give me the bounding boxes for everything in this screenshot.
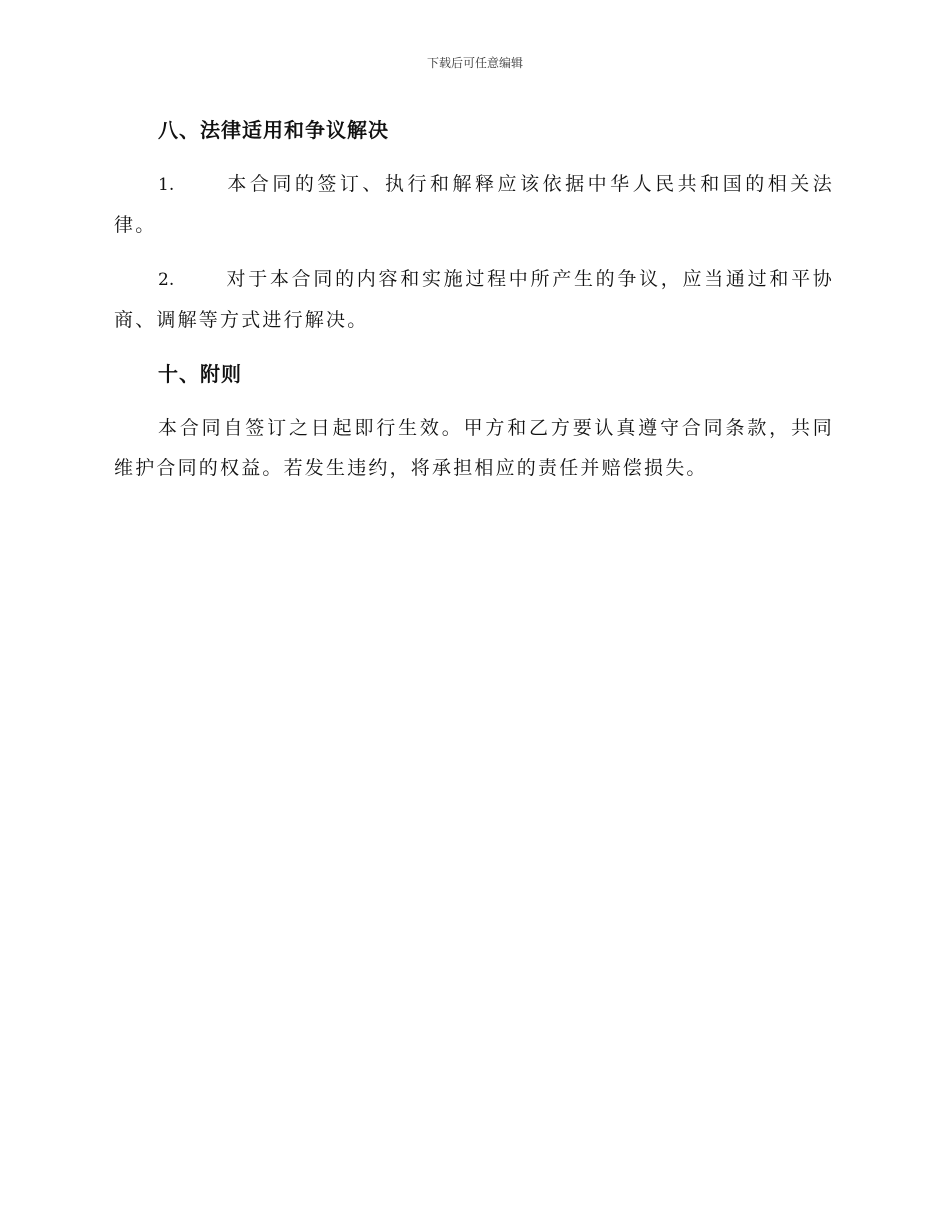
document-body: [114, 110, 834, 502]
clause-number: 2.: [158, 270, 175, 290]
appendix-paragraph: 本合同自签订之日起即行生效。甲方和乙方要认真遵守合同条款，共同维护合同的权益。若发生违约，将承担相应的责任并赔偿损失。: [114, 417, 834, 479]
clause-number: 1.: [158, 175, 175, 195]
clause-text: 本合同的签订、执行和解释应该依据中华人民共和国的相关法律。: [114, 173, 834, 236]
section-heading-appendix: 十、附则: [158, 362, 242, 386]
header-note: 下载后可任意编辑: [426, 56, 523, 70]
clause-item: [114, 164, 834, 245]
clause-text: 对于本合同的内容和实施过程中所产生的争议，应当通过和平协商、调解等方式进行解决。: [114, 268, 834, 331]
section-heading-law: 八、法律适用和争议解决: [158, 118, 389, 142]
clause-item: [114, 259, 834, 340]
